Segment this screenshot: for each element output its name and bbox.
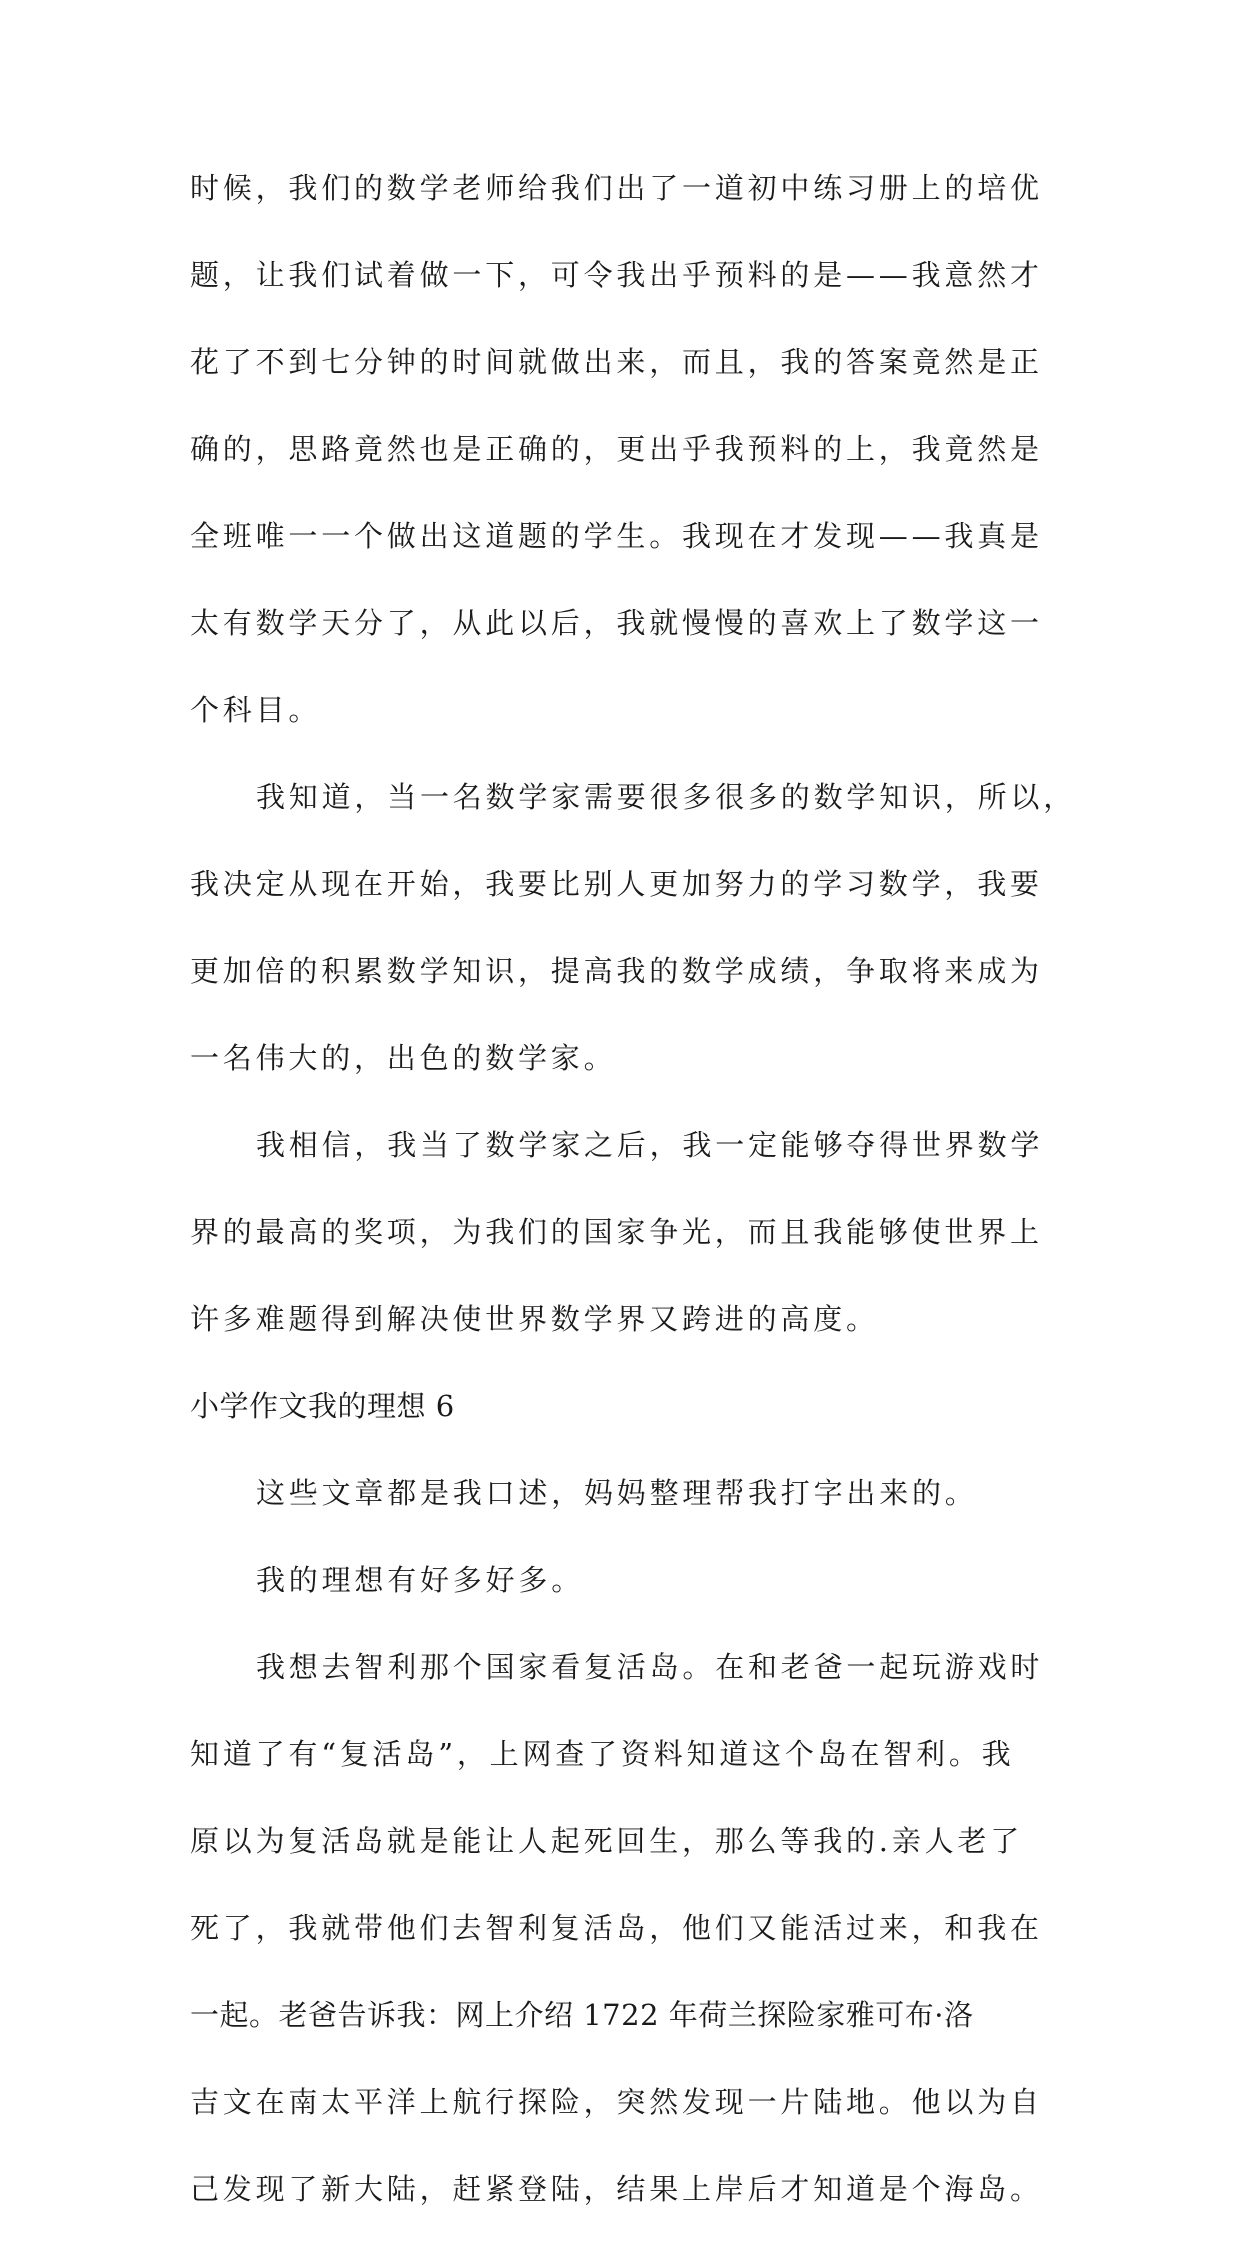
text-line: 太有数学天分了，从此以后，我就慢慢的喜欢上了数学这一: [190, 606, 1043, 640]
text-line: 一名伟大的，出色的数学家。: [190, 1041, 617, 1075]
paragraph-first-line: 我的理想有好多好多。: [256, 1563, 585, 1597]
text-line: 原以为复活岛就是能让人起死回生，那么等我的.亲人老了: [190, 1824, 1024, 1858]
text-line: 己发现了新大陆，赶紧登陆，结果上岸后才知道是个海岛。: [190, 2172, 1043, 2206]
paragraph-first-line: 我想去智利那个国家看复活岛。在和老爸一起玩游戏时: [256, 1650, 1044, 1684]
text-line: 确的，思路竟然也是正确的，更出乎我预料的上，我竟然是: [190, 432, 1043, 466]
text-line: 更加倍的积累数学知识，提高我的数学成绩，争取将来成为: [190, 954, 1043, 988]
paragraph-first-line: 我知道，当一名数学家需要很多很多的数学知识，所以，: [256, 780, 1077, 814]
text-line: 界的最高的奖项，为我们的国家争光，而且我能够使世界上: [190, 1215, 1043, 1249]
text-line: 一起。老爸告诉我：网上介绍 1722 年荷兰探险家雅可布·洛: [190, 1998, 974, 2032]
document-body: [190, 158, 1077, 2246]
text-line: 题，让我们试着做一下，可令我出乎预料的是——我意然才: [190, 258, 1043, 292]
text-line: 吉文在南太平洋上航行探险，突然发现一片陆地。他以为自: [190, 2085, 1043, 2119]
text-line: 个科目。: [190, 693, 322, 727]
paragraph-first-line: 这些文章都是我口述，妈妈整理帮我打字出来的。: [256, 1476, 978, 1510]
text-line: 知道了有“复活岛”，上网查了资料知道这个岛在智利。我: [190, 1737, 1015, 1771]
text-line: 全班唯一一个做出这道题的学生。我现在才发现——我真是: [190, 519, 1043, 553]
text-line: 花了不到七分钟的时间就做出来，而且，我的答案竟然是正: [190, 345, 1043, 379]
section-title: 小学作文我的理想 6: [190, 1389, 455, 1423]
text-line: 我决定从现在开始，我要比别人更加努力的学习数学，我要: [190, 867, 1043, 901]
paragraph-first-line: 我相信，我当了数学家之后，我一定能够夺得世界数学: [256, 1128, 1044, 1162]
text-line: 许多难题得到解决使世界数学界又跨进的高度。: [190, 1302, 879, 1336]
text-line: 死了，我就带他们去智利复活岛，他们又能活过来，和我在: [190, 1911, 1043, 1945]
text-line: 时候，我们的数学老师给我们出了一道初中练习册上的培优: [190, 171, 1043, 205]
